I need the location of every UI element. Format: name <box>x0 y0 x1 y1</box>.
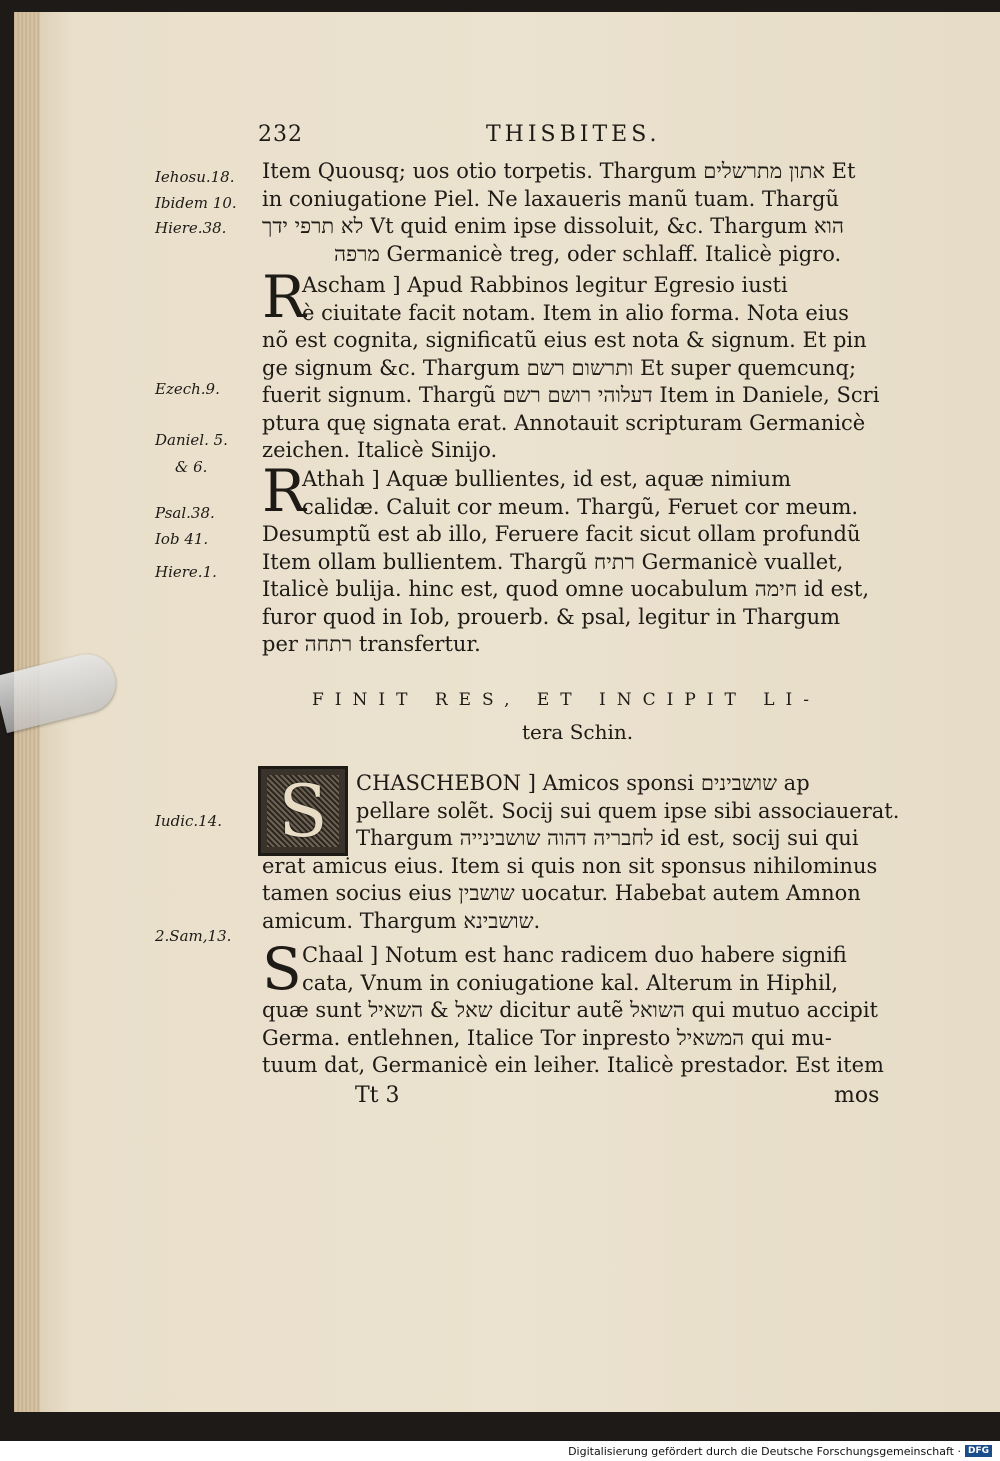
text-line: in coniugatione Piel. Ne laxaueris manũ tuam. Thargũ <box>262 186 840 211</box>
text-line: ptura quę signata erat. Annotauit scripturam Germanicè <box>262 410 866 435</box>
text-line: Item ollam bullientem. Thargũ רתיח Germanicè vuallet, <box>262 549 844 574</box>
text-line: Desumptũ est ab illo, Feruere facit sicut ollam profundũ <box>262 522 861 546</box>
text-line: Germa. entlehnen, Italice Tor inpresto המשאיל qui mu- <box>262 1025 832 1050</box>
text-line: ge signum &c. Thargum ותרשום רשם Et super quemcunq; <box>262 355 857 380</box>
signature-mark: Tt 3 <box>355 1083 400 1108</box>
drop-initial: S <box>262 935 302 1003</box>
margin-note: Psal.38. <box>155 504 215 522</box>
drop-initial: R <box>262 263 306 331</box>
text-block-5 <box>262 935 904 1080</box>
dfg-logo: DFG <box>965 1445 992 1457</box>
text-line: Thargum לחבריה דהוה שושבינייה id est, socij sui qui <box>356 826 859 850</box>
margin-note: Hiere.1. <box>155 563 217 581</box>
text-line: pellare solẽt. Socij sui quem ipse sibi associauerat. <box>356 798 900 823</box>
drop-initial: R <box>262 457 306 525</box>
running-title: THISBITES. <box>486 122 661 147</box>
text-line: cata, Vnum in coniugatione kal. Alterum in Hiphil, <box>302 970 839 995</box>
margin-note: Daniel. 5. <box>155 431 228 449</box>
margin-note: Ibidem 10. <box>155 194 237 212</box>
text-line: Italicè bulija. hinc est, quod omne uocabulum חימה id est, <box>262 577 870 601</box>
text-line: quæ sunt שאל & השאיל dicitur autẽ השואל qui mutuo accipit <box>262 998 878 1022</box>
text-line: tamen socius eius שושבין uocatur. Habebat autem Amnon <box>262 881 861 905</box>
text-line: Chaal ] Notum est hanc radicem duo habere signifi <box>302 943 847 967</box>
text-line: Ascham ] Apud Rabbinos legitur Egresio iusti <box>302 273 788 297</box>
catchword: mos <box>834 1083 880 1108</box>
text-line: fuerit signum. Thargũ דעלוהי רושם רשם Item in Daniele, Scri <box>262 383 880 407</box>
margin-note: Iehosu.18. <box>155 168 235 186</box>
woodcut-letter: S <box>278 769 328 853</box>
margin-note: & 6. <box>175 458 208 476</box>
text-line: erat amicus eius. Item si quis non sit sponsus nihilominus <box>262 853 878 878</box>
text-line: מרפה Germanicè treg, oder schlaff. Italicè pigro. <box>334 241 842 266</box>
margin-note: 2.Sam,13. <box>155 927 232 945</box>
text-line: furor quod in Iob, prouerb. & psal, legitur in Thargum <box>262 604 841 629</box>
text-block-1 <box>262 158 904 268</box>
page-number: 232 <box>258 122 303 147</box>
text-line: amicum. Thargum שושבינא. <box>262 908 541 933</box>
text-line: Item Quousq; uos otio torpetis. Thargum אתון מתרשלים Et <box>262 159 856 183</box>
margin-note: Hiere.38. <box>155 219 227 237</box>
footer <box>0 1441 1000 1461</box>
text-line: Athah ] Aquæ bullientes, id est, aquæ nimium <box>302 467 791 491</box>
text-line: nõ est cognita, significatũ eius est nota & signum. Et pin <box>262 328 867 352</box>
text-line: CHASCHEBON ] Amicos sponsi שושבינים ap <box>356 771 810 795</box>
text-line: è ciuitate facit notam. Item in alio forma. Nota eius <box>302 300 849 325</box>
text-line: per רתחה transfertur. <box>262 632 481 656</box>
text-line: tuum dat, Germanicè ein leiher. Italicè prestador. Est item <box>262 1053 884 1077</box>
footer-text: Digitalisierung gefördert durch die Deutsche Forschungsgemeinschaft · <box>568 1444 961 1458</box>
text-line: לא תרפי ידך Vt quid enim ipse dissoluit, &c. Thargum הוא <box>262 214 845 238</box>
margin-note: Iob 41. <box>155 530 209 548</box>
margin-note: Iudic.14. <box>155 812 223 830</box>
text-block-3 <box>262 466 904 659</box>
text-line: calidæ. Caluit cor meum. Thargũ, Feruet cor meum. <box>302 494 859 519</box>
text-line: zeichen. Italicè Sinijo. <box>262 438 498 462</box>
text-block-2 <box>262 272 904 465</box>
text-block-4 <box>262 770 904 935</box>
section-heading: FINIT RES, ET INCIPIT LI- <box>312 690 821 710</box>
section-heading-line2: tera Schin. <box>522 720 634 744</box>
margin-note: Ezech.9. <box>155 380 220 398</box>
